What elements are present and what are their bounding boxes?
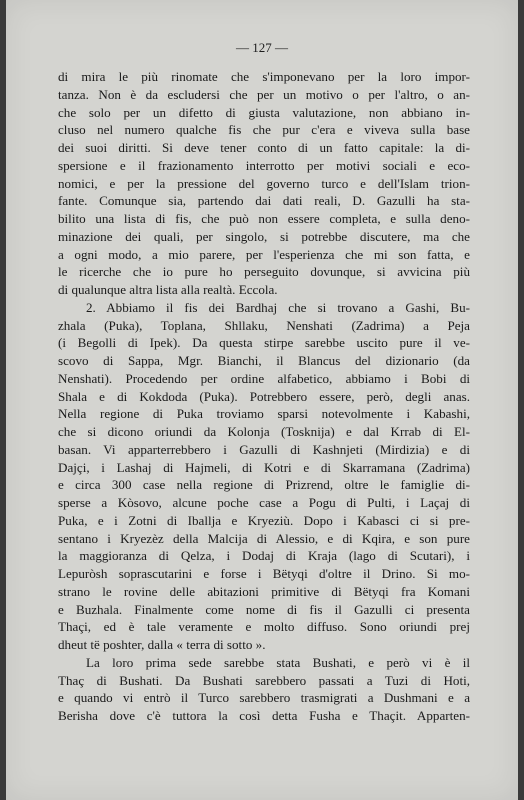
text-line: e Buzhala. Finalmente come nome di fis il Gazulli ci presenta: [58, 601, 470, 617]
text-line: e quando vi entrò il Turco sarebbero trasmigrati a Dushmani e a: [58, 690, 470, 706]
text-line: la maggioranza di Qelza, i Dodaj di Kraja (lago di Scutari), i: [58, 548, 470, 564]
body-text: [58, 68, 470, 725]
text-line: bilito una lista di fis, che può non essere completa, e sulla deno-: [58, 211, 470, 226]
text-line: a ogni modo, a mio parere, per l'esperienza che mi son fatta, e: [58, 246, 470, 262]
page-number: — 127 —: [236, 40, 288, 55]
text-line: Lepuròsh soprascutarini e forse i Bëtyqi d'oltre il Drino. Si mo-: [58, 566, 470, 581]
text-line: cluso nel numero qualche fis che pur c'era e viveva sulla base: [58, 122, 470, 138]
text-line: Puka, e i Zotni di Iballja e Kryeziù. Dopo i Kabasci ci si pre-: [58, 512, 470, 528]
text-line: fante. Comunque sia, partendo dai dati reali, D. Gazulli ha sta-: [58, 193, 470, 209]
book-page: [6, 0, 518, 800]
text-line: Dajçi, i Lashaj di Hajmeli, di Kotri e di Skarramana (Zadrima): [58, 459, 470, 475]
text-line: scovo di Sappa, Mgr. Bianchi, il Blancus del dizionario (da: [58, 353, 470, 368]
text-line: Shala e di Kokdoda (Puka). Potrebbero essere, però, degli anas.: [58, 388, 470, 404]
text-line: La loro prima sede sarebbe stata Bushati, e però vi è il: [86, 654, 470, 670]
text-line: 2. Abbiamo il fis dei Bardhaj che si trovano a Gashi, Bu-: [86, 299, 470, 315]
text-line: Nella regione di Puka troviamo sparsi notevolmente i Kabashi,: [58, 406, 470, 422]
text-line: che solo per un difetto di giusta valutazione, non abbiano in-: [58, 104, 470, 120]
text-line: strano le rovine delle abitazioni primitive di Bëtyqi fra Komani: [58, 583, 470, 599]
text-line: Berisha dove c'è tuttora la così detta Fusha e Thaçit. Apparten-: [58, 708, 470, 723]
text-line: Thaçi, ed è tale veramente e molto diffuso. Sono oriundi prej: [58, 619, 470, 635]
text-line: sentano i Kryezèz della Malcija di Alessio, e di Kqira, e son pure: [58, 530, 470, 546]
text-line: tanza. Non è da escludersi che per un motivo o per l'altro, o an-: [58, 86, 470, 102]
text-line: dei suoi diritti. Si deve tener conto di un fatto capitale: la di-: [58, 140, 470, 155]
text-line: Thaç di Bushati. Da Bushati sarebbero passati a Tuzi di Hoti,: [58, 672, 470, 688]
text-line: minazione dei quali, per singolo, si potrebbe discutere, ma che: [58, 228, 470, 244]
text-line: le ricerche che io pure ho perseguito dovunque, si avvicina più: [58, 264, 470, 280]
text-line: (i Begolli di Ipek). Da questa stirpe sarebbe uscito pure il ve-: [58, 335, 470, 351]
text-line: spersione e il frazionamento interrotto per motivi sociali e eco-: [58, 157, 470, 173]
text-line: zhala (Puka), Toplana, Shllaku, Nenshati (Zadrima) a Peja: [58, 317, 470, 333]
text-line: basan. Vi apparterrebbero i Gazulli di Kashnjeti (Mirdizia) e di: [58, 441, 470, 457]
text-line: di qualunque altra lista alla realtà. Eccola.: [58, 282, 278, 297]
text-line: di mira le più rinomate che s'imponevano per la loro impor-: [58, 69, 470, 84]
text-line: nomici, e per la pressione del governo turco e dell'Islam trion-: [58, 175, 470, 191]
text-line: e circa 300 case nella regione di Prizrend, oltre le famiglie di-: [58, 477, 470, 493]
text-line: Nenshati). Procedendo per ordine alfabetico, abbiamo i Bobi di: [58, 370, 470, 386]
text-line: sperse a Kòsovo, alcune poche case a Pogu di Pulti, i Laçaj di: [58, 495, 470, 510]
text-line: che si dicono oriundi da Kolonja (Tosknija) e dal Krrab di El-: [58, 424, 470, 439]
text-line: dheut të poshter, dalla « terra di sotto ».: [58, 637, 266, 652]
